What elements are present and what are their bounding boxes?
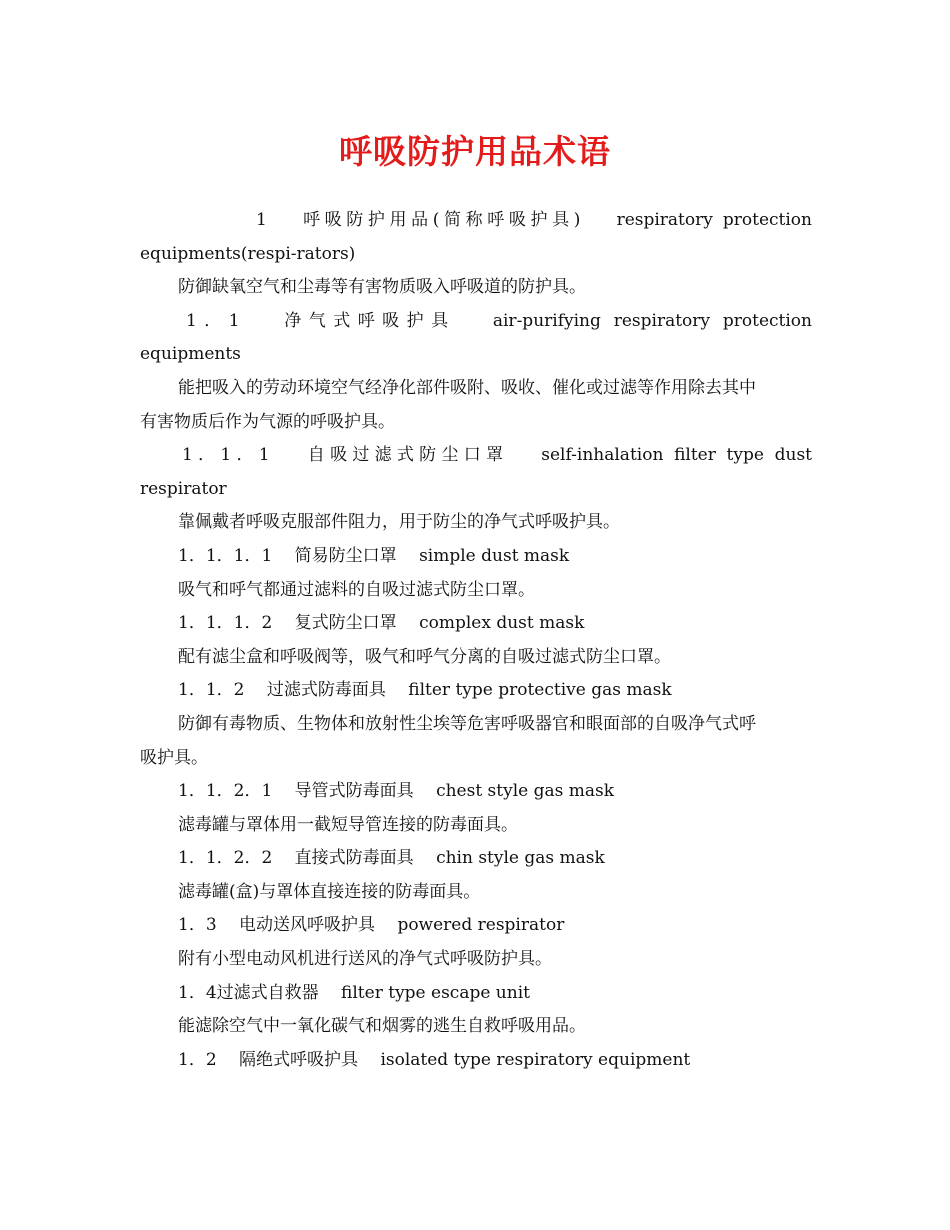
term-definition-1-1: 能把吸入的劳动环境空气经净化部件吸附、吸收、催化或过滤等作用除去其中 bbox=[178, 377, 756, 398]
term-definition-1-4: 能滤除空气中一氧化碳气和烟雾的逃生自救呼吸用品。 bbox=[178, 1016, 586, 1037]
term-heading-1-cont: equipments(respi-rators) bbox=[140, 243, 356, 264]
term-heading-1: 1 呼吸防护用品(简称呼吸护具) respiratory protection bbox=[256, 210, 812, 230]
term-heading-1-1-1: 1．1．1 自吸过滤式防尘口罩 self-inhalation filter type dust bbox=[182, 445, 812, 466]
term-definition-1-1-cont: 有害物质后作为气源的呼吸护具。 bbox=[140, 411, 395, 432]
term-definition-1-1-2-cont: 吸护具。 bbox=[140, 747, 208, 768]
term-definition-1-3: 附有小型电动风机进行送风的净气式呼吸防护具。 bbox=[178, 949, 552, 970]
term-heading-1-3: 1．3 电动送风呼吸护具 powered respirator bbox=[178, 915, 565, 936]
term-definition-1-1-1-1: 吸气和呼气都通过滤料的自吸过滤式防尘口罩。 bbox=[178, 579, 535, 600]
term-definition-1-1-2-1: 滤毒罐与罩体用一截短导管连接的防毒面具。 bbox=[178, 814, 518, 835]
term-heading-1-1-2: 1．1．2 过滤式防毒面具 filter type protective gas mask bbox=[178, 680, 672, 701]
term-definition-1-1-2-2: 滤毒罐(盒)与罩体直接连接的防毒面具。 bbox=[178, 881, 481, 902]
document-body bbox=[140, 204, 812, 1077]
term-definition-1-1-1: 靠佩戴者呼吸克服部件阻力，用于防尘的净气式呼吸护具。 bbox=[178, 512, 620, 533]
term-heading-1-1-cont: equipments bbox=[140, 344, 241, 365]
term-heading-1-1-1-cont: respirator bbox=[140, 478, 227, 499]
term-definition-1-1-1-2: 配有滤尘盒和呼吸阀等，吸气和呼气分离的自吸过滤式防尘口罩。 bbox=[178, 646, 671, 667]
term-heading-1-2: 1．2 隔绝式呼吸护具 isolated type respiratory equipment bbox=[178, 1049, 691, 1070]
term-heading-1-1: 1．1 净气式呼吸护具 air-purifying respiratory protection bbox=[186, 310, 812, 331]
term-heading-1-1-2-1: 1．1．2．1 导管式防毒面具 chest style gas mask bbox=[178, 781, 615, 802]
term-definition-1-1-2: 防御有毒物质、生物体和放射性尘埃等危害呼吸器官和眼面部的自吸净气式呼 bbox=[178, 713, 756, 734]
term-heading-1-4: 1．4过滤式自救器 filter type escape unit bbox=[178, 982, 530, 1003]
term-heading-1-1-1-1: 1．1．1．1 简易防尘口罩 simple dust mask bbox=[178, 545, 570, 566]
document-title: 呼吸防护用品术语 bbox=[339, 132, 611, 171]
term-definition-1: 防御缺氧空气和尘毒等有害物质吸入呼吸道的防护具。 bbox=[178, 277, 586, 298]
term-heading-1-1-2-2: 1．1．2．2 直接式防毒面具 chin style gas mask bbox=[178, 848, 605, 869]
term-heading-1-1-1-2: 1．1．1．2 复式防尘口罩 complex dust mask bbox=[178, 613, 585, 634]
